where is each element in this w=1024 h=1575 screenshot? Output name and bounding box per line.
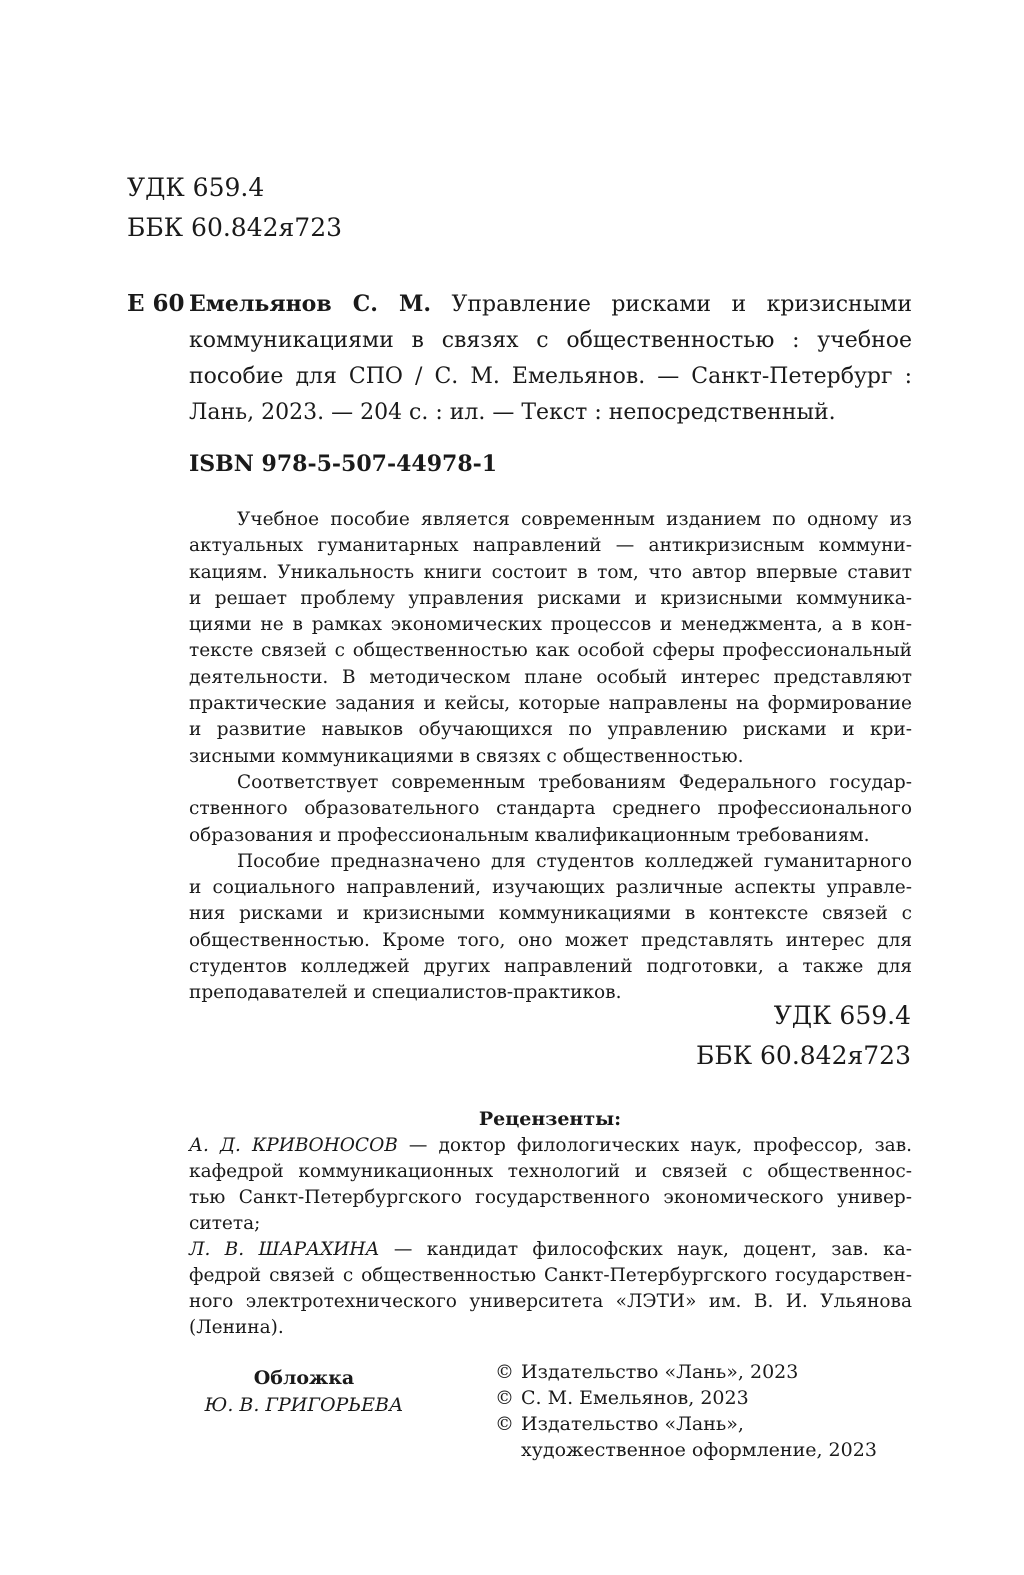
reviewer-description: — кандидат философских наук, доцент, зав. ка- [379, 1239, 912, 1260]
reviewers-list [189, 1133, 912, 1341]
abstract-line: зисными коммуникациями в связях с общественностью. [189, 745, 744, 767]
entry-line: Лань, 2023. — 204 с. : ил. — Текст : непосредственный. [189, 400, 836, 425]
classification-header [127, 168, 342, 248]
abstract-line: деятельности. В методическом плане особый интерес представляют [189, 666, 912, 688]
entry-line: пособие для СПО / С. М. Емельянов. — Санкт-Петербург : [189, 364, 912, 389]
abstract-line: ния рисками и кризисными коммуникациями в контексте связей с [189, 903, 912, 925]
copyright-text: С. М. Емельянов, 2023 [521, 1387, 749, 1409]
abstract-line: Соответствует современным требованиям Федерального государ- [237, 771, 912, 793]
udk-code: УДК 659.4 [773, 1001, 911, 1030]
reviewer-name: Л. В. ШАРАХИНА [189, 1239, 380, 1260]
bbk-code: ББК 60.842я723 [695, 1041, 911, 1070]
copyright-line [495, 1385, 877, 1411]
reviewer-line: тью Санкт-Петербургского государственного экономического универ- [189, 1187, 912, 1208]
abstract-line: актуальных гуманитарных направлений — антикризисным коммуни- [189, 535, 912, 557]
reviewer-line: ситета; [189, 1213, 261, 1234]
cover-label: Обложка [253, 1367, 355, 1389]
udk-code: УДК 659.4 [127, 173, 265, 202]
title-start: Управление рисками и кризисными [451, 292, 912, 317]
reviewer-line: кафедрой коммуникационных технологий и связей с общественнос- [189, 1161, 912, 1182]
cover-credit [189, 1365, 419, 1419]
abstract-line: и решает проблему управления рисками и кризисными коммуника- [189, 587, 912, 609]
abstract-line: Учебное пособие является современным изданием по одному из [237, 509, 912, 530]
reviewer-line: ного электротехнического университета «ЛЭТИ» им. В. И. Ульянова [189, 1291, 912, 1312]
copyright-line [495, 1359, 877, 1385]
copyright-text: Издательство «Лань», [521, 1413, 744, 1435]
copyright-icon: © [495, 1361, 514, 1383]
abstract-line: Пособие предназначено для студентов колледжей гуманитарного [237, 850, 912, 872]
cover-designer: Ю. В. ГРИГОРЬЕВА [204, 1394, 404, 1416]
author-code: Е 60 [127, 290, 185, 317]
reviewer-line [189, 1237, 912, 1263]
copyright-line [495, 1411, 877, 1437]
abstract-line: циями не в рамках экономических процессов и менеджмента, а в кон- [189, 614, 912, 636]
abstract-line: и социального направлений, изучающих различные аспекты управле- [189, 877, 912, 899]
abstract-line: кациям. Уникальность книги состоит в том, что автор впервые ставит [189, 561, 912, 583]
abstract-line: студентов колледжей других направлений подготовки, а также для [189, 956, 912, 978]
abstract-line: общественностью. Кроме того, оно может представлять интерес для [189, 929, 912, 951]
reviewer-line: федрой связей с общественностью Санкт-Петербургского государствен- [189, 1265, 912, 1286]
author-name: Емельянов С. М. [189, 291, 431, 317]
abstract-line: и развитие навыков обучающихся по управлению рисками и кри- [189, 719, 912, 741]
abstract-line: ственного образовательного стандарта среднего профессионального [189, 798, 912, 820]
copyright-icon: © [495, 1413, 514, 1435]
abstract-line: тексте связей с общественностью как особой сферы профессиональный [189, 640, 912, 662]
bbk-code: ББК 60.842я723 [127, 213, 343, 242]
abstract-line: практические задания и кейсы, которые направлены на формирование [189, 693, 912, 715]
entry-line [189, 286, 912, 323]
abstract-line: образования и профессиональным квалификационным требованиям. [189, 824, 870, 846]
reviewers-heading: Рецензенты: [478, 1108, 622, 1130]
reviewer-name: А. Д. КРИВОНОСОВ [189, 1135, 398, 1156]
abstract [189, 507, 912, 1007]
reviewer-description: — доктор филологических наук, профессор, зав. [397, 1135, 913, 1156]
classification-footer [696, 996, 911, 1076]
copyright-text: Издательство «Лань», 2023 [521, 1361, 799, 1383]
copyright-block [495, 1359, 877, 1463]
isbn: ISBN 978-5-507-44978-1 [189, 451, 498, 477]
copyright-icon: © [495, 1387, 514, 1409]
reviewer-line: (Ленина). [189, 1317, 284, 1338]
reviewer-line [189, 1133, 912, 1159]
entry-line: коммуникациями в связях с общественностью : учебное [189, 328, 912, 353]
bibliographic-entry [189, 286, 912, 431]
abstract-line: преподавателей и специалистов-практиков. [189, 982, 622, 1004]
copyright-line: художественное оформление, 2023 [521, 1439, 877, 1461]
